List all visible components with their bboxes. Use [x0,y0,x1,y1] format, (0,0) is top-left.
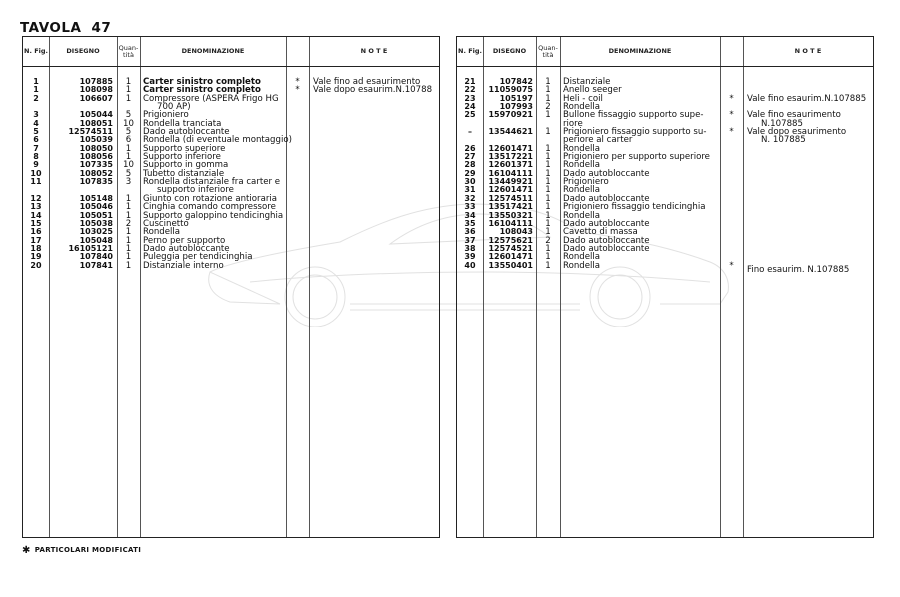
cell-denominazione: Dado autobloccante [563,235,650,246]
cell-quantita: 1 [125,85,132,96]
cell-note: Vale fino esaurimento [747,110,841,121]
cell-denominazione: Cuscinetto [143,218,189,229]
cell-fig: 37 [464,235,476,245]
cell-denominazione: Rondella [563,160,601,171]
cell-quantita: 1 [125,210,132,221]
parts-table-right [456,36,874,538]
cell-quantita: 1 [545,252,551,263]
cell-fig: 40 [464,260,476,270]
cell-denominazione: Prigioniero per supporto superiore [563,152,710,163]
cell-denominazione: Dado autobloccante [143,127,230,138]
cell-fig: – [468,127,472,137]
cell-disegno: 108056 [79,152,113,162]
cell-denominazione: Puleggia per tendicinghia [143,252,253,263]
header-disegno: DISEGNO [492,47,527,55]
cell-disegno: 16104111 [488,218,533,228]
cell-denominazione: Rondella [563,185,601,196]
cell-denominazione: Distanziale [563,77,611,87]
cell-denominazione: Dado autobloccante [563,243,650,254]
cell-disegno: 12574511 [68,127,113,137]
cell-fig: 11 [30,177,42,187]
cell-quantita: 1 [545,218,551,229]
cell-denominazione: Rondella [563,210,601,221]
cell-disegno: 105148 [79,193,113,203]
header-note: N O T E [794,47,822,55]
cell-disegno: 13517421 [488,202,533,212]
cell-denominazione: Compressore (ASPERA Frigo HG [143,93,279,104]
header-fig: N. Fig. [24,47,48,55]
cell-disegno: 12574511 [488,193,533,203]
cell-fig: 24 [464,102,476,112]
cell-denominazione: Cavetto di massa [563,227,638,238]
cell-fig: 25 [464,110,476,120]
cell-denominazione: Carter sinistro completo [143,85,261,96]
cell-denominazione: Dado autobloccante [563,218,650,229]
cell-denominazione: Tubetto distanziale [143,168,225,179]
cell-disegno: 13544621 [488,127,533,137]
table-row [23,95,439,103]
cell-fig: 34 [464,210,476,220]
cell-denominazione: Distanziale interno [143,260,224,271]
cell-denominazione: Supporto inferiore [143,152,221,163]
cell-quantita: 5 [125,110,132,121]
asterisk-icon: ✱ [22,545,31,556]
cell-fig: 29 [464,168,476,178]
cell-quantita: 1 [545,202,551,213]
cell-quantita: 1 [125,243,132,254]
cell-disegno: 105051 [79,210,113,220]
cell-fig: 32 [464,193,476,203]
cell-disegno: 105038 [79,218,113,228]
cell-note: N. 107885 [761,135,806,146]
cell-quantita: 5 [125,127,132,138]
cell-disegno: 13449921 [488,177,533,187]
cell-quantita: 1 [125,235,132,246]
cell-disegno: 11059075 [488,85,533,95]
header-note: N O T E [360,47,388,55]
cell-disegno: 12601371 [488,160,533,170]
cell-fig: 22 [464,85,476,95]
cell-denominazione: Rondella (di eventuale montaggio) [143,135,292,146]
cell-fig: 6 [33,135,39,145]
cell-fig: 14 [30,210,42,220]
cell-quantita: 1 [545,227,551,238]
cell-fig: 12 [30,193,42,203]
cell-quantita: 1 [545,193,551,204]
cell-disegno: 12601471 [488,185,533,195]
header-disegno: DISEGNO [66,47,100,55]
table-row [457,128,873,136]
cell-modified-star: * [295,77,300,87]
cell-quantita: 1 [125,227,132,238]
header-denominazione: DENOMINAZIONE [181,47,245,55]
left-rows [23,78,439,270]
cell-note: Vale dopo esaurim.N.10788 [313,85,433,96]
cell-fig: 4 [33,118,39,128]
cell-quantita: 1 [545,93,551,104]
cell-disegno: 103025 [79,227,113,237]
cell-quantita: 2 [125,218,132,229]
footer-legend [22,545,141,556]
cell-denominazione: periore al carter [563,135,633,146]
cell-denominazione: Dado autobloccante [563,168,650,179]
cell-disegno: 108098 [79,85,113,95]
cell-disegno: 107835 [79,177,113,187]
cell-denominazione: Bullone fissaggio supporto supe- [563,110,704,121]
cell-disegno: 105039 [79,135,113,145]
cell-denominazione: Prigioniero [143,110,189,121]
cell-fig: 39 [464,252,476,262]
cell-fig: 18 [30,243,42,253]
cell-quantita: 1 [125,93,132,104]
cell-quantita: 1 [545,177,551,188]
cell-quantita: 1 [545,210,551,221]
cell-note: Vale dopo esaurimento [747,127,847,138]
cell-denominazione: Giunto con rotazione antioraria [143,193,278,204]
cell-disegno: 16105121 [68,243,113,253]
cell-fig: 8 [33,152,39,162]
cell-fig: 1 [33,77,39,86]
cell-disegno: 108050 [79,143,113,153]
cell-fig: 38 [464,243,476,253]
cell-quantita: 6 [125,135,132,146]
cell-disegno: 12601471 [488,252,533,262]
cell-denominazione: Supporto in gomma [143,160,229,171]
table-row [23,262,439,270]
cell-denominazione: Anello seeger [563,85,622,96]
cell-quantita: 1 [545,127,551,138]
cell-quantita: 5 [125,168,132,179]
cell-modified-star: * [729,260,734,271]
right-rows [457,77,873,275]
cell-quantita: 1 [545,152,551,163]
title-word: TAVOLA [20,20,82,36]
cell-denominazione: riore [563,118,583,129]
cell-disegno: 108043 [499,227,533,237]
cell-disegno: 13550401 [488,260,533,270]
cell-quantita: 10 [123,118,134,129]
cell-fig: 13 [30,202,42,212]
cell-fig: 2 [33,93,39,103]
cell-quantita: 1 [545,168,551,179]
cell-denominazione: Dado autobloccante [143,243,230,254]
cell-disegno: 105044 [79,110,113,120]
cell-fig: 15 [30,218,42,228]
cell-disegno: 105048 [79,235,113,245]
cell-fig: 36 [464,227,476,237]
footer-text: PARTICOLARI MODIFICATI [34,546,142,554]
cell-denominazione: 700 AP) [157,102,191,113]
cell-denominazione: Rondella [563,102,601,113]
cell-disegno: 15970921 [488,110,533,120]
cell-denominazione: Dado autobloccante [563,193,650,204]
cell-quantita: 10 [123,160,134,171]
cell-denominazione: Cinghia comando compressore [143,202,276,213]
cell-denominazione: Carter sinistro completo [143,77,261,87]
cell-denominazione: Prigioniero [563,177,609,188]
cell-modified-star: * [729,93,734,104]
cell-fig: 35 [464,218,476,228]
cell-denominazione: Supporto galoppino tendicinghia [143,210,284,221]
cell-quantita: 1 [125,252,132,263]
cell-fig: 21 [464,77,476,86]
cell-fig: 10 [30,168,42,178]
cell-disegno: 12575621 [488,235,533,245]
cell-fig: 16 [30,227,42,237]
cell-disegno: 107335 [79,160,113,170]
cell-fig: 28 [464,160,476,170]
header-quantita: Quan- tità [538,43,558,59]
cell-quantita: 1 [545,160,551,171]
cell-fig: 23 [464,93,476,103]
cell-disegno: 12574521 [488,243,533,253]
cell-denominazione: Perno per supporto [143,235,226,246]
cell-note: Vale fino ad esaurimento [313,77,421,87]
cell-quantita: 1 [125,143,132,154]
cell-quantita: 1 [545,143,551,154]
header-denominazione: DENOMINAZIONE [608,47,672,55]
cell-denominazione: Rondella distanziale fra carter e [143,177,281,188]
cell-disegno: 16104111 [488,168,533,178]
cell-modified-star: * [729,110,734,121]
cell-fig: 31 [464,185,476,195]
cell-disegno: 13517221 [488,152,533,162]
cell-denominazione: supporto inferiore [157,185,234,196]
cell-quantita: 1 [545,243,551,254]
cell-quantita: 1 [545,110,551,121]
cell-quantita: 2 [545,102,551,113]
cell-denominazione: Prigioniero fissaggio tendicinghia [563,202,706,213]
cell-disegno: 107885 [79,77,113,86]
cell-fig: 33 [464,202,476,212]
cell-quantita: 1 [125,202,132,213]
cell-disegno: 107842 [499,77,533,86]
cell-quantita: 1 [545,85,551,96]
cell-disegno: 12601471 [488,143,533,153]
cell-disegno: 106607 [79,93,113,103]
cell-note: Vale fino esaurim.N.107885 [747,93,867,104]
cell-fig: 30 [464,177,476,187]
cell-denominazione: Rondella [143,227,181,238]
cell-quantita: 1 [125,152,132,163]
cell-denominazione: Supporto superiore [143,143,226,154]
table-row [457,260,873,275]
cell-disegno: 108051 [79,118,113,128]
cell-quantita: 1 [125,77,132,87]
cell-quantita: 1 [125,260,132,271]
page-title [20,20,111,36]
cell-disegno: 108052 [79,168,113,178]
cell-denominazione: Rondella [563,260,601,271]
cell-fig: 27 [464,152,476,162]
cell-quantita: 1 [545,185,551,196]
cell-fig: 1 [33,85,39,95]
cell-quantita: 1 [125,193,132,204]
cell-disegno: 107993 [499,102,533,112]
table-row [457,111,873,119]
cell-fig: 20 [30,260,42,270]
header-quantita: Quan- tità [118,43,139,59]
cell-note: N.107885 [761,118,803,129]
cell-quantita: 1 [545,260,551,271]
cell-fig: 26 [464,143,476,153]
cell-fig: 19 [30,252,42,262]
cell-quantita: 2 [545,235,551,246]
cell-denominazione: Prigioniero fissaggio supporto su- [563,127,707,138]
cell-modified-star: * [729,127,734,138]
cell-fig: 5 [33,127,39,137]
cell-quantita: 3 [125,177,132,188]
cell-fig: 3 [33,110,39,120]
cell-modified-star: * [295,85,300,96]
cell-disegno: 107840 [79,252,113,262]
cell-denominazione: Rondella [563,143,601,154]
cell-denominazione: Rondella tranciata [143,118,222,129]
cell-fig: 17 [30,235,42,245]
cell-disegno: 105197 [499,93,533,103]
cell-quantita: 1 [545,77,551,87]
cell-disegno: 13550321 [488,210,533,220]
cell-fig: 9 [33,160,39,170]
cell-disegno: 105046 [79,202,113,212]
cell-disegno: 107841 [79,260,113,270]
cell-fig: 7 [33,143,39,153]
cell-denominazione: Heli - coil [563,93,603,104]
parts-table-left [22,36,440,538]
header-fig: N. Fig. [458,47,482,55]
cell-denominazione: Rondella [563,252,601,263]
title-number: 47 [91,20,112,36]
cell-note: Fino esaurim. N.107885 [747,264,850,275]
